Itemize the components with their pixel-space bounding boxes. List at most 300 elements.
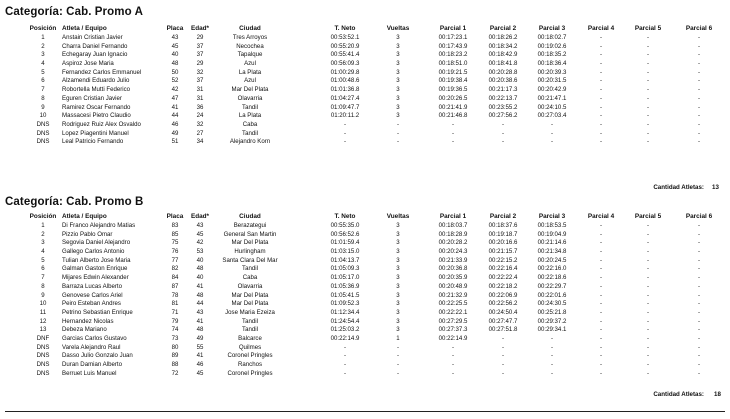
header-placa: Placa <box>166 25 184 32</box>
split-4-cell: - <box>599 308 603 316</box>
split-1-cell: 00:27:29.5 <box>438 317 468 325</box>
split-2-cell: 00:22:56.2 <box>488 300 518 308</box>
split-4-cell: - <box>599 282 603 290</box>
bib-number-cell: 87 <box>171 282 179 290</box>
athlete-name-cell: Di Franco Alejandro Matias <box>62 222 136 229</box>
split-4-cell: - <box>599 129 603 137</box>
laps-cell: 3 <box>396 317 400 325</box>
split-6-cell: - <box>697 138 701 146</box>
age-cell: 48 <box>196 326 204 334</box>
athlete-name-cell: Duran Damian Alberto <box>62 361 122 368</box>
split-6-cell: - <box>697 230 701 238</box>
athlete-name-cell: Varela Alejandro Raul <box>62 343 121 351</box>
net-time-cell: - <box>343 352 347 360</box>
split-6-cell: - <box>697 34 701 41</box>
table-row <box>0 222 730 231</box>
split-5-cell: - <box>646 68 650 76</box>
split-2-cell: 00:18:34.2 <box>488 42 518 50</box>
athlete-name-cell: Galman Gaston Enrique <box>62 265 128 273</box>
position-cell: DNS <box>36 343 50 351</box>
split-2-cell: - <box>501 352 505 360</box>
split-2-cell: 00:18:26.2 <box>488 34 518 41</box>
city-cell: Olavarria <box>237 94 263 102</box>
bib-number-cell: 81 <box>171 300 179 308</box>
city-cell: La Plata <box>238 112 262 120</box>
split-2-cell: 00:20:28.8 <box>488 68 518 76</box>
split-3-cell: - <box>550 361 554 368</box>
header-atleta: Atleta / Equipo <box>62 25 107 32</box>
position-cell: 10 <box>39 300 47 308</box>
table-row <box>0 361 730 370</box>
net-time-cell: 01:09:52.3 <box>330 300 360 308</box>
city-cell: Tandil <box>242 265 258 273</box>
split-6-cell: - <box>697 369 701 377</box>
net-time-cell: - <box>343 129 347 137</box>
laps-cell: 3 <box>396 265 400 273</box>
split-4-cell: - <box>599 42 603 50</box>
split-3-cell: 00:25:21.8 <box>537 308 567 316</box>
header-ciudad: Ciudad <box>239 213 261 220</box>
table-row <box>0 77 730 86</box>
position-cell: 2 <box>41 230 45 238</box>
laps-cell: 3 <box>396 256 400 264</box>
age-cell: 53 <box>196 248 204 256</box>
table-row <box>0 138 730 147</box>
table-row <box>0 248 730 257</box>
split-1-cell: 00:21:46.8 <box>438 112 468 120</box>
bib-number-cell: 74 <box>171 326 179 334</box>
position-cell: 10 <box>39 112 47 120</box>
laps-cell: - <box>396 343 400 351</box>
city-cell: Mar Del Plata <box>231 239 269 247</box>
split-5-cell: - <box>646 230 650 238</box>
net-time-cell: - <box>343 361 347 368</box>
table-row <box>0 51 730 60</box>
split-6-cell: - <box>697 42 701 50</box>
split-1-cell: - <box>451 120 455 128</box>
bib-number-cell: 78 <box>171 291 179 299</box>
footer-divider <box>5 411 725 412</box>
athlete-name-cell: Eguren Cristian Javier <box>62 94 122 102</box>
split-4-cell: - <box>599 352 603 360</box>
athlete-name-cell: Massacesi Pietro Claudio <box>62 112 131 120</box>
header-parcial-1: Parcial 1 <box>439 213 467 220</box>
category-title-a: Categoría: Cab. Promo A <box>5 6 143 18</box>
position-cell: 7 <box>41 274 45 282</box>
split-1-cell: 00:21:41.9 <box>438 103 468 111</box>
city-cell: Tapalque <box>237 51 263 59</box>
split-5-cell: - <box>646 334 650 342</box>
age-cell: 42 <box>196 239 204 247</box>
laps-cell: 3 <box>396 274 400 282</box>
bib-number-cell: 45 <box>171 42 179 50</box>
split-2-cell: - <box>501 129 505 137</box>
split-4-cell: - <box>599 317 603 325</box>
bib-number-cell: 44 <box>171 112 179 120</box>
split-6-cell: - <box>697 112 701 120</box>
net-time-cell: 01:01:59.4 <box>330 239 360 247</box>
header-parcial-2: Parcial 2 <box>489 25 517 32</box>
city-cell: Tandil <box>242 317 258 325</box>
age-cell: 32 <box>196 68 204 76</box>
split-5-cell: - <box>646 138 650 146</box>
split-1-cell: 00:27:37.3 <box>438 326 468 334</box>
city-cell: Caba <box>242 120 258 128</box>
header-parcial-6: Parcial 6 <box>685 25 713 32</box>
position-cell: 2 <box>41 42 45 50</box>
header-posicion: Posición <box>29 213 57 220</box>
split-4-cell: - <box>599 230 603 238</box>
position-cell: DNS <box>36 352 50 360</box>
age-cell: 48 <box>196 291 204 299</box>
laps-cell: - <box>396 120 400 128</box>
header-tneto: T. Neto <box>334 213 356 220</box>
bib-number-cell: 42 <box>171 86 179 94</box>
split-3-cell: 00:20:24.5 <box>537 256 567 264</box>
split-6-cell: - <box>697 94 701 102</box>
position-cell: 5 <box>41 256 45 264</box>
laps-cell: 3 <box>396 34 400 41</box>
laps-cell: 3 <box>396 222 400 229</box>
net-time-cell: 00:55:41.4 <box>330 51 360 59</box>
athlete-name-cell: Leal Patricio Fernando <box>62 138 124 146</box>
split-3-cell: 00:20:42.9 <box>537 86 567 94</box>
split-2-cell: 00:22:18.2 <box>488 282 518 290</box>
age-cell: 48 <box>196 265 204 273</box>
split-4-cell: - <box>599 68 603 76</box>
bib-number-cell: 84 <box>171 274 179 282</box>
split-4-cell: - <box>599 256 603 264</box>
city-cell: Tandil <box>242 129 258 137</box>
laps-cell: 3 <box>396 77 400 85</box>
city-cell: Olavarria <box>237 282 263 290</box>
net-time-cell: 00:53:52.1 <box>330 34 360 41</box>
split-5-cell: - <box>646 77 650 85</box>
split-6-cell: - <box>697 274 701 282</box>
table-row <box>0 34 730 43</box>
split-4-cell: - <box>599 265 603 273</box>
split-5-cell: - <box>646 369 650 377</box>
laps-cell: 3 <box>396 300 400 308</box>
split-1-cell: - <box>451 369 455 377</box>
city-cell: Mar Del Plata <box>231 291 269 299</box>
net-time-cell: - <box>343 120 347 128</box>
split-4-cell: - <box>599 112 603 120</box>
city-cell: Coronel Pringles <box>227 352 273 360</box>
athlete-name-cell: Peiro Esteban Andres <box>62 300 121 308</box>
athlete-name-cell: Hernandez Nicolas <box>62 317 114 325</box>
split-6-cell: - <box>697 300 701 308</box>
laps-cell: 3 <box>396 68 400 76</box>
header-vueltas: Vueltas <box>386 25 410 32</box>
laps-cell: 3 <box>396 308 400 316</box>
split-3-cell: 00:19:02.6 <box>537 42 567 50</box>
position-cell: DNS <box>36 120 50 128</box>
age-cell: 41 <box>196 317 204 325</box>
bib-number-cell: 50 <box>171 68 179 76</box>
net-time-cell: 00:22:14.9 <box>330 334 360 342</box>
athlete-name-cell: Anstain Cristian Javier <box>62 34 123 41</box>
net-time-cell: 01:00:29.8 <box>330 68 360 76</box>
split-6-cell: - <box>697 343 701 351</box>
split-2-cell: 00:22:16.4 <box>488 265 518 273</box>
bib-number-cell: 85 <box>171 230 179 238</box>
city-cell: Hurlingham <box>234 248 266 256</box>
bib-number-cell: 47 <box>171 94 179 102</box>
split-3-cell: - <box>550 334 554 342</box>
city-cell: Mar Del Plata <box>231 86 269 94</box>
bib-number-cell: 71 <box>171 308 179 316</box>
split-1-cell: 00:19:38.4 <box>438 77 468 85</box>
split-5-cell: - <box>646 317 650 325</box>
split-6-cell: - <box>697 86 701 94</box>
city-cell: Caba <box>242 274 258 282</box>
net-time-cell: 01:05:36.9 <box>330 282 360 290</box>
split-6-cell: - <box>697 77 701 85</box>
split-5-cell: - <box>646 343 650 351</box>
age-cell: 40 <box>196 274 204 282</box>
bib-number-cell: 77 <box>171 256 179 264</box>
split-5-cell: - <box>646 94 650 102</box>
split-3-cell: - <box>550 138 554 146</box>
position-cell: DNS <box>36 138 50 146</box>
age-cell: 55 <box>196 343 204 351</box>
bib-number-cell: 75 <box>171 239 179 247</box>
split-1-cell: 00:18:03.7 <box>438 222 468 229</box>
athlete-name-cell: Pizzio Pablo Omar <box>62 230 113 238</box>
split-5-cell: - <box>646 42 650 50</box>
split-6-cell: - <box>697 129 701 137</box>
table-body-b <box>0 222 730 378</box>
split-6-cell: - <box>697 222 701 229</box>
athlete-name-cell: Echegaray Juan Ignacio <box>62 51 128 59</box>
net-time-cell: - <box>343 369 347 377</box>
split-3-cell: 00:22:18.6 <box>537 274 567 282</box>
position-cell: 3 <box>41 239 45 247</box>
split-5-cell: - <box>646 265 650 273</box>
split-2-cell: 00:22:13.7 <box>488 94 518 102</box>
split-4-cell: - <box>599 334 603 342</box>
split-5-cell: - <box>646 86 650 94</box>
split-1-cell: 00:17:43.9 <box>438 42 468 50</box>
laps-cell: 3 <box>396 291 400 299</box>
split-3-cell: 00:20:31.5 <box>537 77 567 85</box>
age-cell: 29 <box>196 34 204 41</box>
split-1-cell: 00:19:36.5 <box>438 86 468 94</box>
split-3-cell: 00:22:29.7 <box>537 282 567 290</box>
split-2-cell: 00:18:42.9 <box>488 51 518 59</box>
table-row <box>0 292 730 301</box>
city-cell: Quilmes <box>238 343 262 351</box>
position-cell: DNS <box>36 369 50 377</box>
age-cell: 45 <box>196 369 204 377</box>
split-6-cell: - <box>697 239 701 247</box>
athlete-name-cell: Mijares Edwin Alexander <box>62 274 129 282</box>
net-time-cell: 00:56:09.3 <box>330 60 360 68</box>
age-cell: 46 <box>196 361 204 368</box>
athlete-count-value-b: 18 <box>714 391 721 398</box>
split-3-cell: 00:22:16.0 <box>537 265 567 273</box>
laps-cell: 3 <box>396 282 400 290</box>
split-1-cell: 00:22:14.9 <box>438 334 468 342</box>
bib-number-cell: 76 <box>171 248 179 256</box>
table-row <box>0 344 730 353</box>
split-5-cell: - <box>646 239 650 247</box>
results-table-a <box>0 24 730 147</box>
header-vueltas: Vueltas <box>386 213 410 220</box>
split-1-cell: 00:21:33.9 <box>438 256 468 264</box>
laps-cell: 3 <box>396 60 400 68</box>
athlete-name-cell: Dasso Julio Gonzalo Juan <box>62 352 133 360</box>
position-cell: 9 <box>41 103 45 111</box>
split-1-cell: - <box>451 129 455 137</box>
table-row <box>0 121 730 130</box>
city-cell: Jose Maria Ezeiza <box>225 308 275 316</box>
bib-number-cell: 41 <box>171 103 179 111</box>
age-cell: 37 <box>196 51 204 59</box>
split-3-cell: 00:21:47.1 <box>537 94 567 102</box>
table-row <box>0 60 730 69</box>
table-row <box>0 130 730 139</box>
athlete-count-b <box>616 391 724 400</box>
split-5-cell: - <box>646 291 650 299</box>
athlete-name-cell: Rodriguez Ruiz Alex Osvaldo <box>62 120 141 128</box>
split-6-cell: - <box>697 282 701 290</box>
header-parcial-4: Parcial 4 <box>587 25 615 32</box>
position-cell: DNF <box>36 334 50 342</box>
age-cell: 31 <box>196 94 204 102</box>
net-time-cell: 01:24:54.4 <box>330 317 360 325</box>
athlete-name-cell: Lopez Piagentini Manuel <box>62 129 129 137</box>
table-row <box>0 318 730 327</box>
age-cell: 27 <box>196 129 204 137</box>
split-2-cell: 00:27:56.2 <box>488 112 518 120</box>
age-cell: 41 <box>196 352 204 360</box>
bib-number-cell: 73 <box>171 334 179 342</box>
split-3-cell: 00:21:34.8 <box>537 248 567 256</box>
city-cell: Balcarce <box>238 334 262 342</box>
laps-cell: 3 <box>396 42 400 50</box>
net-time-cell: 01:05:09.3 <box>330 265 360 273</box>
net-time-cell: 00:55:35.0 <box>330 222 360 229</box>
split-1-cell: 00:20:26.5 <box>438 94 468 102</box>
bib-number-cell: 51 <box>171 138 179 146</box>
split-5-cell: - <box>646 222 650 229</box>
split-2-cell: 00:23:55.2 <box>488 103 518 111</box>
athlete-name-cell: Petrino Sebastian Enrique <box>62 308 133 316</box>
city-cell: Ranchos <box>237 361 263 368</box>
city-cell: La Plata <box>238 68 262 76</box>
split-6-cell: - <box>697 120 701 128</box>
position-cell: 13 <box>39 326 47 334</box>
split-5-cell: - <box>646 51 650 59</box>
split-3-cell: 00:20:39.3 <box>537 68 567 76</box>
table-row <box>0 352 730 361</box>
split-1-cell: 00:19:21.5 <box>438 68 468 76</box>
age-cell: 44 <box>196 300 204 308</box>
net-time-cell: 01:05:41.5 <box>330 291 360 299</box>
split-6-cell: - <box>697 103 701 111</box>
age-cell: 24 <box>196 112 204 120</box>
net-time-cell: 01:04:13.7 <box>330 256 360 264</box>
split-3-cell: 00:29:37.2 <box>537 317 567 325</box>
split-5-cell: - <box>646 300 650 308</box>
net-time-cell: 01:04:27.4 <box>330 94 360 102</box>
city-cell: Tres Arroyos <box>232 34 268 41</box>
position-cell: 8 <box>41 282 45 290</box>
split-6-cell: - <box>697 317 701 325</box>
age-cell: 31 <box>196 86 204 94</box>
split-4-cell: - <box>599 291 603 299</box>
split-5-cell: - <box>646 308 650 316</box>
athlete-name-cell: Barraza Lucas Alberto <box>62 282 122 290</box>
category-title-b: Categoría: Cab. Promo B <box>5 196 144 208</box>
position-cell: 12 <box>39 317 47 325</box>
split-3-cell: - <box>550 120 554 128</box>
split-5-cell: - <box>646 274 650 282</box>
split-4-cell: - <box>599 274 603 282</box>
split-4-cell: - <box>599 86 603 94</box>
net-time-cell: 01:00:48.6 <box>330 77 360 85</box>
split-4-cell: - <box>599 120 603 128</box>
split-2-cell: - <box>501 361 505 368</box>
split-3-cell: - <box>550 129 554 137</box>
bib-number-cell: 43 <box>171 34 179 41</box>
athlete-name-cell: Fernandez Carlos Emmanuel <box>62 68 142 76</box>
table-row <box>0 104 730 113</box>
split-2-cell: 00:20:16.6 <box>488 239 518 247</box>
header-placa: Placa <box>166 213 184 220</box>
table-row <box>0 95 730 104</box>
split-4-cell: - <box>599 300 603 308</box>
split-3-cell: - <box>550 343 554 351</box>
table-row <box>0 86 730 95</box>
table-body-a <box>0 34 730 147</box>
age-cell: 34 <box>196 138 204 146</box>
split-6-cell: - <box>697 352 701 360</box>
age-cell: 43 <box>196 222 204 229</box>
split-1-cell: 00:20:36.8 <box>438 265 468 273</box>
split-6-cell: - <box>697 308 701 316</box>
position-cell: 11 <box>39 308 47 316</box>
position-cell: 6 <box>41 265 45 273</box>
split-4-cell: - <box>599 361 603 368</box>
split-4-cell: - <box>599 77 603 85</box>
table-row <box>0 335 730 344</box>
split-5-cell: - <box>646 129 650 137</box>
laps-cell: 3 <box>396 86 400 94</box>
split-5-cell: - <box>646 256 650 264</box>
split-5-cell: - <box>646 248 650 256</box>
city-cell: Tandil <box>242 103 258 111</box>
header-parcial-5: Parcial 5 <box>634 25 662 32</box>
table-row <box>0 257 730 266</box>
athlete-name-cell: Ramirez Oscar Fernando <box>62 103 131 111</box>
split-3-cell: 00:21:14.6 <box>537 239 567 247</box>
laps-cell: - <box>396 138 400 146</box>
split-2-cell: 00:18:37.6 <box>488 222 518 229</box>
split-4-cell: - <box>599 34 603 41</box>
header-posicion: Posición <box>29 25 57 32</box>
bib-number-cell: 48 <box>171 60 179 68</box>
age-cell: 40 <box>196 256 204 264</box>
position-cell: 1 <box>41 222 45 229</box>
header-parcial-3: Parcial 3 <box>538 25 566 32</box>
header-parcial-5: Parcial 5 <box>634 213 662 220</box>
split-1-cell: 00:21:32.9 <box>438 291 468 299</box>
athlete-name-cell: Gallego Carlos Antonio <box>62 248 125 256</box>
split-3-cell: 00:19:04.9 <box>537 230 567 238</box>
